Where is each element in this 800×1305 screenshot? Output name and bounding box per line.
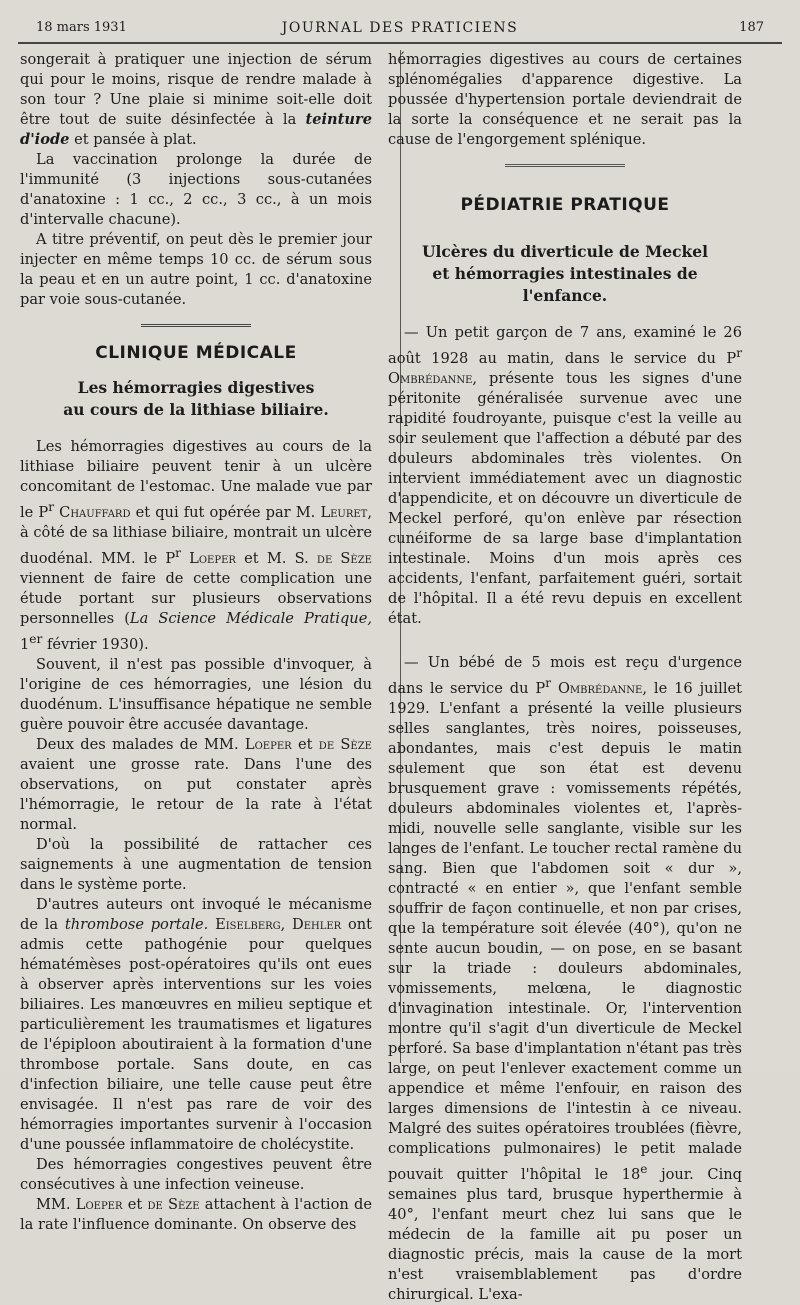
paragraph: Les hémorragies digestives au cours de la lithiase biliaire peuvent tenir à un ulcère concomitant de l'estomac. Une malade vue par le $P^r$ Chauffard et qui fut opérée par M. Leuret, à côté de sa lithiase biliaire, montrait un ulcère duodénal. MM. le $P^r$ Loeper et M. S. de Sèze viennent de faire de cette complication une étude portant sur plusieurs observations personnelles (La Science Médicale Pratique, 1er février 1930). xyxy=(20,438,372,653)
section-heading-pediatrie: PÉDIATRIE PRATIQUE xyxy=(460,195,670,215)
article-title: Les hémorragies digestives au cours de la lithiase biliaire. xyxy=(63,378,329,419)
page-header xyxy=(36,20,764,38)
case-paragraph: — Un bébé de 5 mois est reçu d'urgence dans le service du $P^r$ Ombrédanne, le 16 juillet 1929. L'enfant a présenté la veille plusieurs selles sanglantes, très noires, poisseuses, abondantes, mais c'est depuis le matin seulement que son état est devenu brusquement grave : vomissements répétés, douleurs abdominales violentes et, l'après-midi, nouvelle selle sanglante, visible sur les langes de l'enfant. Le toucher rectal ramène du sang. Bien que l'abdomen soit « dur », contracté « en entier », que l'enfant semble souffrir de façon continuelle, et non par crises, que la température soit élevée (40°), qu'on ne sente aucun boudin, — on pose, en se basant sur la triade : douleurs abdominales, vomissements, melœna, le diagnostic d'invagination intestinale. Or, l'intervention montre qu'il s'agit d'un diverticule de Meckel perforé. Sa base d'implantation n'étant pas très large, on peut l'enlever exactement comme un appendice et même l'enfouir, en raison des larges dimensions de l'intestin à ce niveau. Malgré des suites opératoires troublées (fièvre, complications pulmonaires) le petit malade pouvait quitter l'hôpital le 18e jour. Cinq semaines plus tard, brusque hyperthermie à 40°, l'enfant meurt chez lui sans que le médecin de la famille ait pu poser un diagnostic précis, mais la cause de la mort n'est vraisemblablement pas d'ordre chirurgical. L'exa- xyxy=(388,653,743,1303)
article-title: Ulcères du diverticule de Meckel et hémorragies intestinales de l'enfance. xyxy=(421,242,709,305)
paragraph: Souvent, il n'est pas possible d'invoquer, à l'origine de ces hémorragies, une lésion du duodénum. L'insuffisance hépatique ne semble guère pouvoir être accusée davantage. xyxy=(20,655,372,733)
journal-title: JOURNAL DES PRATICIENS xyxy=(281,20,519,36)
header-date: 18 mars 1931 xyxy=(36,20,127,35)
paragraph: D'autres auteurs ont invoqué le mécanisme de la thrombose portale. Eiselberg, Dehler ont admis cette pathogénie pour quelques hématémèses post-opératoires qu'ils ont eues à observer après interventions sur les voies biliaires. Les manœuvres en milieu septique et particulièrement les traumatismes et ligatures de l'épiploon aboutiraient à la formation d'une thrombose portale. Sans doute, en cas d'infection biliaire, une telle cause peut être envisagée. Il n'est pas rare de voir des hémorragies importantes survenir à l'occasion d'une poussée inflammatoire de cholécystite. xyxy=(20,895,373,1153)
paragraph: MM. Loeper et de Sèze attachent à l'action de la rate l'influence dominante. On observe des xyxy=(20,1195,372,1233)
right-column xyxy=(388,50,742,1305)
paragraph: songerait à pratiquer une injection de sérum qui pour le moins, risque de rendre malade à son tour ? Une plaie si minime soit-elle doit être tout de suite désinfectée à la teinture d'iode et pansée à plat. xyxy=(20,51,372,148)
paragraph: hémorragies digestives au cours de certaines splénomégalies d'apparence digestive. La poussée d'hypertension portale deviendrait de la sorte la conséquence et ne serait pas la cause de l'engorgement splénique. xyxy=(388,51,742,148)
paragraph: D'où la possibilité de rattacher ces saignements à une augmentation de tension dans le système porte. xyxy=(20,835,372,893)
paragraph: Des hémorragies congestives peuvent être consécutives à une infection veineuse. xyxy=(20,1155,372,1193)
case-paragraph: — Un petit garçon de 7 ans, examiné le 26 août 1928 au matin, dans le service du $P^r$ Ombrédanne, présente tous les signes d'une péritonite généralisée survenue avec une rapidité foudroyante, puisque c'est la veille au soir seulement que l'affection a débuté par des douleurs abdominales très violentes. On intervient immédiatement avec un diagnostic d'appendicite, et on découvre un diverticule de Meckel perforé, qu'on enlève par résection cunéiforme de sa large base d'implantation intestinale. Moins d'un mois après ces accidents, l'enfant, parfaitement guéri, sortait de l'hôpital. Il a été revu depuis en excellent état. xyxy=(388,324,742,627)
paragraph: Deux des malades de MM. Loeper et de Sèze avaient une grosse rate. Dans l'une des observations, on put constater après l'hémorragie, le retour de la rate à l'état normal. xyxy=(20,735,372,833)
header-rule xyxy=(18,42,782,44)
paragraph: A titre préventif, on peut dès le premier jour injecter en même temps 10 cc. de sérum sous la peau et en un autre point, 1 cc. d'anatoxine par voie sous-cutanée. xyxy=(20,231,372,308)
paragraph: La vaccination prolonge la durée de l'immunité (3 injections sous-cutanées d'anatoxine : 1 cc., 2 cc., 3 cc., à un mois d'intervalle chacune). xyxy=(20,151,372,228)
double-rule-separator xyxy=(141,324,251,329)
section-heading-clinique: CLINIQUE MÉDICALE xyxy=(95,343,297,363)
italic-text: teinture d'iode xyxy=(20,111,372,148)
double-rule-separator xyxy=(505,164,625,169)
page-number: 187 xyxy=(739,20,764,35)
left-column xyxy=(20,50,372,1235)
